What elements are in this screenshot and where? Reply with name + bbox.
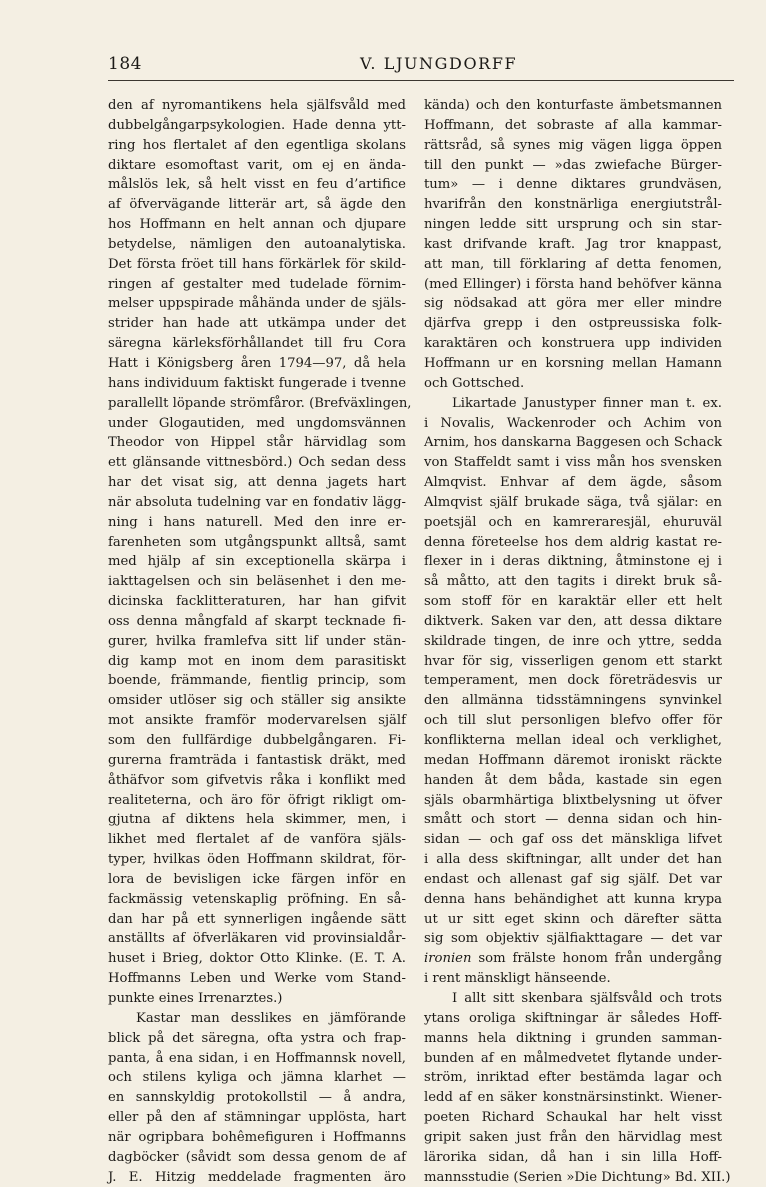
text-line: karaktären och konstruera upp individen	[424, 336, 722, 352]
text-line: djärfva grepp i den ostpreussiska folk-	[424, 316, 722, 332]
text-line: blick på det säregna, ofta ystra och frap-	[108, 1030, 406, 1046]
text-line: säregna kärleksförhållandet till fru Cora	[108, 336, 406, 352]
text-line: mannsstudie (Serien »Die Dichtung» Bd. XII.)	[424, 1169, 731, 1185]
text-line: poetsjäl och en kamreraresjäl, ehuruväl	[424, 514, 722, 530]
text-line: fackmässig vetenskaplig pröfning. En så-	[108, 891, 406, 907]
text-line: J. E. Hitzig meddelade fragmenten äro	[108, 1169, 406, 1185]
text-line: själs obarmhärtiga blixtbelysning ut öfver	[424, 792, 722, 808]
text-line: panta, å ena sidan, i en Hoffmannsk novell,	[108, 1050, 406, 1066]
text-line: med hjälp af sin exceptionella skärpa i	[108, 554, 406, 570]
text-line: hvarifrån den konstnärliga energiutstrål-	[424, 197, 722, 213]
text-line: i alla dess skiftningar, allt under det han	[424, 852, 722, 868]
text-line: gurer, hvilka framlefva sitt lif under stän-	[108, 633, 406, 649]
text-line: Hoffmanns Leben und Werke vom Stand-	[108, 971, 406, 987]
text-line: hvar för sig, visserligen genom ett starkt	[424, 653, 722, 669]
text-line: typer, hvilkas öden Hoffmann skildrat, för-	[108, 852, 406, 868]
text-line: kända) och den konturfaste ämbetsmannen	[424, 98, 722, 113]
text-line: likhet med flertalet af de vanföra själs-	[108, 832, 406, 848]
text-line: under Glogautiden, med ungdomsvännen	[108, 415, 406, 431]
text-line: när ogripbara bohêmefiguren i Hoffmanns	[108, 1129, 406, 1145]
text-line: målslös lek, så helt visst en feu d’artifice	[108, 177, 406, 193]
text-line: hans individuum faktiskt fungerade i tvenne	[108, 375, 406, 391]
text-line: oss denna mångfald af skarpt tecknade fi-	[108, 613, 406, 629]
text-line: iakttagelsen och sin beläsenhet i den me-	[108, 574, 406, 590]
text-line: mot ansikte framför modervarelsen själf	[108, 713, 406, 729]
text-line: farenheten som utgångspunkt alltså, samt	[108, 534, 406, 550]
text-line: gurerna framträda i fantastisk dräkt, med	[108, 752, 406, 768]
text-line: hos Hoffmann en helt annan och djupare	[108, 217, 406, 233]
text-line: strider han hade att utkämpa under det	[108, 316, 406, 332]
text-line: i Novalis, Wackenroder och Achim von	[424, 415, 722, 431]
text-line: Hoffmann, det sobraste af alla kammar-	[424, 117, 722, 133]
text-line: manns hela diktning i grunden samman-	[424, 1030, 722, 1046]
text-line: som stoff för en karaktär eller ett helt	[424, 594, 722, 610]
text-line: så måtto, att den tagits i direkt bruk så-	[424, 574, 722, 590]
text-line: endast och allenast gaf sig själf. Det var	[424, 871, 722, 887]
text-line: handen åt dem båda, kastade sin egen	[424, 772, 722, 788]
text-line: konflikterna mellan ideal och verklighet,	[424, 733, 722, 748]
text-line: i rent mänskligt hänseende.	[424, 971, 611, 987]
text-line: denna hans behändighet att kunna krypa	[424, 891, 722, 907]
text-line: Hatt i Königsberg åren 1794—97, då hela	[108, 355, 406, 371]
text-line: när absoluta tudelning var en fondativ lägg-	[108, 494, 406, 510]
text-line: ledd af en säker konstnärsinstinkt. Wiener-	[424, 1090, 722, 1106]
text-line: realiteterna, och äro för öfrigt rikligt om-	[108, 792, 406, 808]
text-line: smått och stort — denna sidan och hin-	[424, 812, 722, 828]
text-line: af öfvervägande litterär art, så ägde den	[108, 197, 406, 213]
text-line: och till slut personligen blefvo offer för	[424, 713, 722, 729]
text-line: diktare esomoftast varit, om ej en ända-	[108, 157, 406, 173]
text-line: poeten Richard Schaukal har helt visst	[424, 1110, 722, 1126]
text-line: kast drifvande kraft. Jag tror knappast,	[424, 236, 722, 252]
text-line: sig som objektiv själfiakttagare — det var	[424, 931, 722, 947]
text-line: den allmänna tidsstämningens synvinkel	[424, 693, 722, 709]
text-line: gjutna af diktens hela skimmer, men, i	[108, 812, 406, 828]
text-line: åthäfvor som gifvetvis råka i konflikt med	[108, 772, 406, 788]
text-line: denna företeelse hos dem aldrig kastat re-	[424, 534, 722, 550]
text-line: Likartade Janustyper finner man t. ex.	[452, 395, 722, 411]
text-line: dagböcker (såvidt som dessa genom de af	[108, 1149, 406, 1165]
text-line: ningen ledde sitt ursprung och sin star-	[424, 217, 722, 233]
text-line: till den punkt — »das zwiefache Bürger-	[424, 157, 722, 173]
right-text-column	[424, 96, 731, 1187]
text-line: Kastar man desslikes en jämförande	[136, 1010, 406, 1026]
text-line: Det första fröet till hans förkärlek för skild-	[108, 256, 406, 272]
text-line: ut ur sitt eget skinn och därefter sätta	[424, 911, 722, 927]
text-line: dicinska facklitteraturen, har han gifvit	[108, 594, 406, 610]
left-text-column	[108, 96, 412, 1187]
text-line: ironien som frälste honom från undergång	[424, 951, 722, 967]
text-line: ring hos flertalet af den egentliga skolans	[108, 137, 406, 153]
text-line: som den fullfärdige dubbelgångaren. Fi-	[108, 733, 406, 748]
text-line: gripit saken just från den härvidlag mest	[424, 1129, 722, 1145]
text-line: och Gottsched.	[424, 375, 525, 391]
text-line: ning i hans naturell. Med den inre er-	[108, 514, 406, 530]
text-line: temperament, men dock företrädesvis ur	[424, 673, 722, 689]
text-line: ett glänsande vittnesbörd.) Och sedan dess	[108, 455, 406, 471]
text-line: von Staffeldt samt i viss mån hos svensken	[424, 455, 722, 471]
text-line: sig nödsakad att göra mer eller mindre	[424, 296, 722, 312]
running-title: V. LJUNGDORFF	[360, 54, 518, 73]
page-number: 184	[108, 54, 142, 74]
text-line: Hoffmann ur en korsning mellan Hamann	[424, 355, 722, 371]
text-line: ytans oroliga skiftningar är således Hoff-	[424, 1010, 722, 1026]
text-line: tum» — i denne diktares grundväsen,	[424, 177, 722, 193]
text-line: ringen af gestalter med tudelade förnim-	[108, 276, 406, 292]
text-line: melser uppspirade måhända under de själs-	[108, 296, 406, 312]
text-line: dan har på ett synnerligen ingående sätt	[108, 911, 406, 927]
text-line: I allt sitt skenbara själfsvåld och trots	[452, 990, 722, 1006]
text-line: har det visat sig, att denna jagets hart	[108, 475, 406, 491]
text-line: dubbelgångarpsykologien. Hade denna ytt-	[108, 117, 406, 133]
text-line: lärorika sidan, då han i sin lilla Hoff-	[424, 1149, 722, 1165]
text-line: punkte eines Irrenarztes.)	[108, 990, 283, 1006]
page-header	[108, 52, 734, 82]
text-line: anställts af öfverläkaren vid provinsialdår-	[108, 931, 406, 947]
text-line: skildrade tingen, de inre och yttre, sedda	[424, 633, 722, 649]
text-line: diktverk. Saken var den, att dessa diktare	[424, 613, 722, 629]
text-line: Theodor von Hippel står härvidlag som	[108, 435, 406, 451]
text-line: omsider utlöser sig och ställer sig ansikte	[108, 693, 406, 709]
text-line: en sannskyldig protokollstil — å andra,	[108, 1090, 406, 1106]
text-line: bunden af en målmedvetet flytande under-	[424, 1050, 722, 1066]
text-line: boende, främmande, fientlig princip, som	[108, 673, 406, 689]
text-line: medan Hoffmann däremot ironiskt räckte	[424, 752, 722, 768]
header-rule	[108, 80, 734, 81]
text-line: dig kamp mot en inom dem parasitiskt	[108, 653, 406, 669]
text-line: huset i Brieg, doktor Otto Klinke. (E. T. A.	[108, 951, 406, 967]
text-line: lora de bevisligen icke färgen inför en	[108, 871, 406, 887]
text-line: Almqvist. Enhvar af dem ägde, såsom	[424, 475, 722, 491]
text-line: (med Ellinger) i första hand behöfver känna	[424, 276, 722, 292]
text-line: ström, inriktad efter bestämda lagar och	[424, 1070, 722, 1086]
text-line: sidan — och gaf oss det mänskliga lifvet	[424, 832, 722, 848]
text-line: betydelse, nämligen den autoanalytiska.	[108, 236, 406, 252]
text-line: Almqvist själf brukade säga, två själar: en	[424, 494, 722, 510]
text-line: eller på den af stämningar upplösta, hart	[108, 1110, 406, 1126]
text-line: parallellt löpande strömfåror. (Brefväxlingen,	[108, 395, 412, 411]
text-line: att man, till förklaring af detta fenomen,	[424, 256, 722, 272]
text-line: Arnim, hos danskarna Baggesen och Schack	[424, 435, 722, 451]
text-line: rättsråd, så synes mig vägen ligga öppen	[424, 137, 722, 153]
text-line: och stilens kyliga och jämna klarhet —	[108, 1070, 406, 1086]
text-line: den af nyromantikens hela själfsvåld med	[108, 98, 406, 113]
text-line: flexer in i deras diktning, åtminstone ej i	[424, 554, 722, 570]
